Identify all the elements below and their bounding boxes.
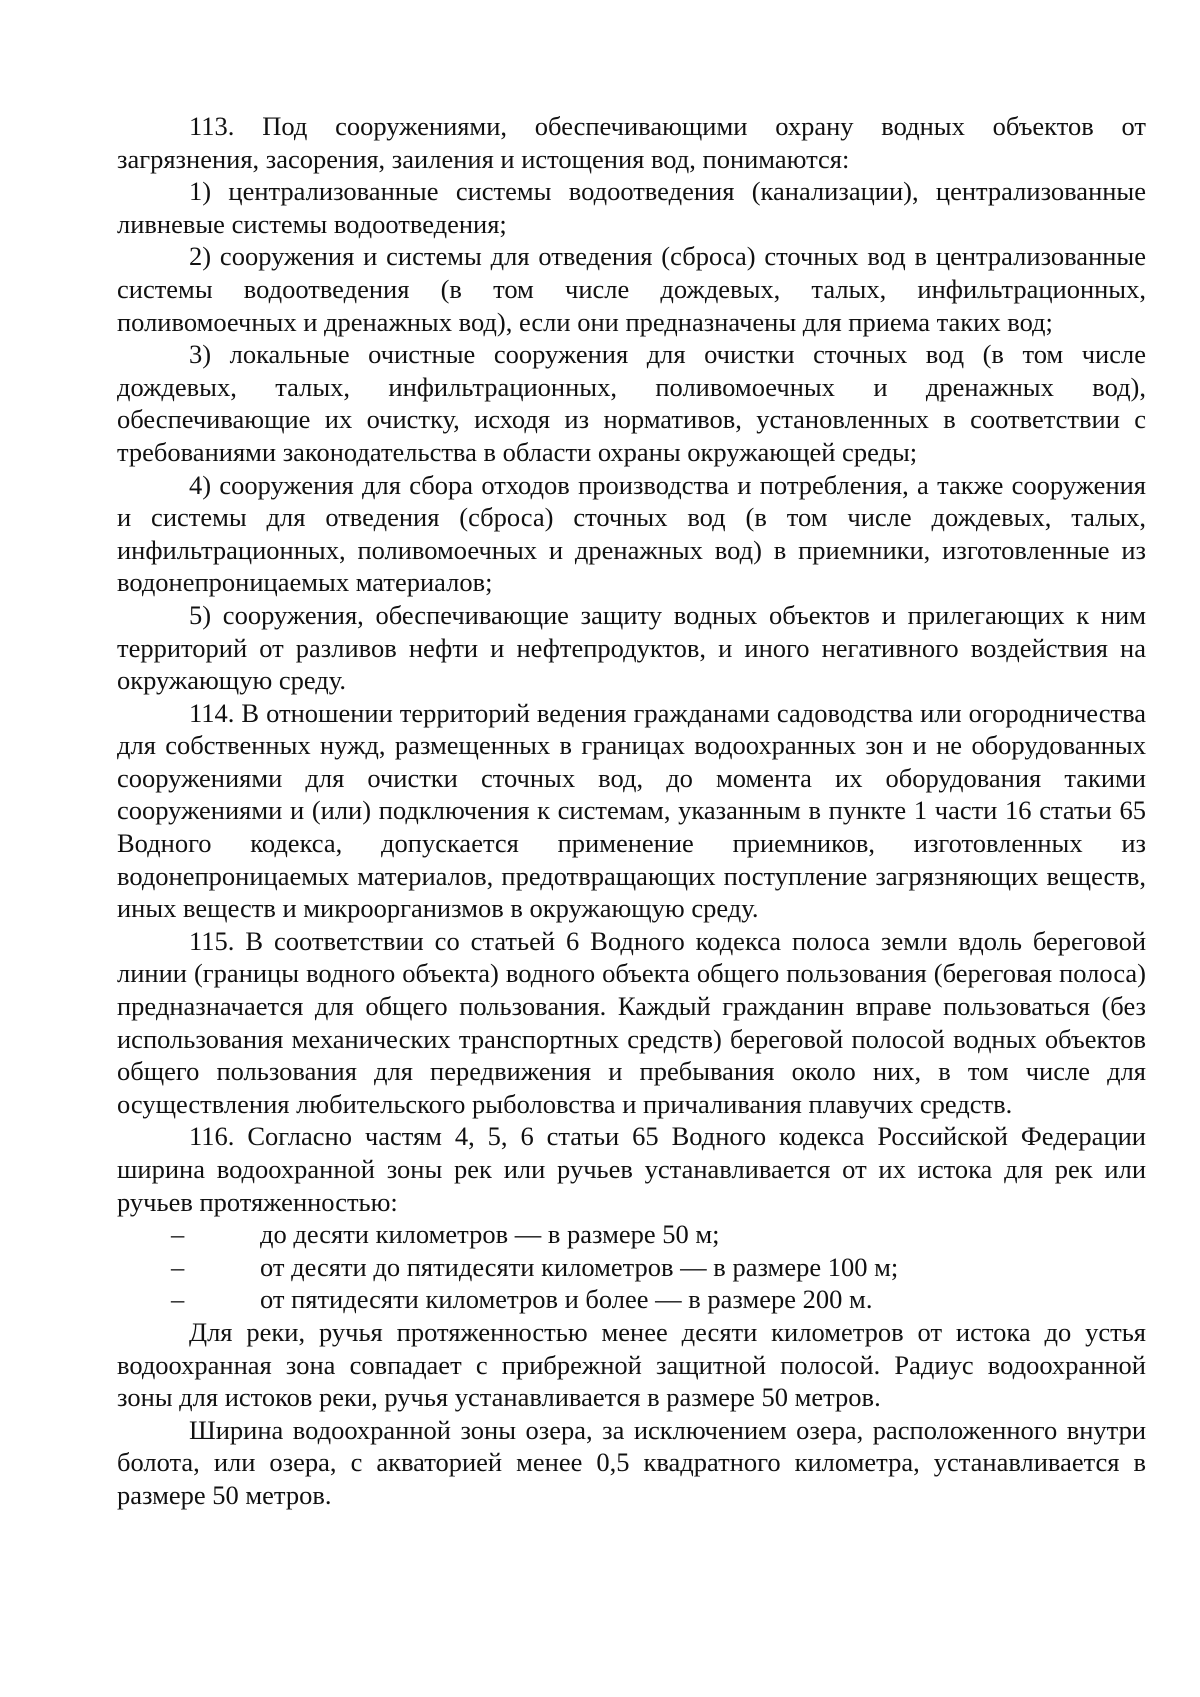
paragraph-115: 115. В соответствии со статьей 6 Водного кодекса полоса земли вдоль береговой линии (границы водного объекта) водного объекта общего пользования (береговая полоса) предназначается для общего пользования. Каждый гражданин вправе пользоваться (без использования механических транспортных средств) береговой полосой водных объектов общего пользования для передвижения и пребывания около них, в том числе для осуществления любительского рыболовства и причаливания плавучих средств. — [117, 925, 1146, 1119]
paragraph-113-item-1: 1) централизованные системы водоотведения (канализации), централизованные ливневые системы водоотведения; — [117, 176, 1146, 239]
paragraph-113-item-4: 4) сооружения для сбора отходов производства и потребления, а также сооружения и системы для отведения (сброса) сточных вод (в том числе дождевых, талых, инфильтрационных, поливомоечных и дренажных вод) в приемники, изготовленные из водонепроницаемых материалов; — [117, 469, 1146, 598]
dash-marker: – — [171, 1251, 185, 1282]
width-list — [117, 1218, 1146, 1316]
paragraph-116: 116. Согласно частям 4, 5, 6 статьи 65 Водного кодекса Российской Федерации ширина водоохранной зоны рек или ручьев устанавливается от их истока для рек или ручьев протяженностью: — [117, 1121, 1146, 1217]
document-page — [117, 110, 1146, 1512]
paragraph-113-item-5: 5) сооружения, обеспечивающие защиту водных объектов и прилегающих к ним территорий от разливов нефти и нефтепродуктов, и иного негативного воздействия на окружающую среду. — [117, 599, 1146, 696]
paragraph-116-lake: Ширина водоохранной зоны озера, за исключением озера, расположенного внутри болота, или озера, с акваторией менее 0,5 квадратного километра, устанавливается в размере 50 метров. — [117, 1414, 1146, 1510]
paragraph-113-item-3: 3) локальные очистные сооружения для очистки сточных вод (в том числе дождевых, талых, инфильтрационных, поливомоечных и дренажных вод), обеспечивающие их очистку, исходя из нормативов, установленных в соответствии с требованиями законодательства в области охраны окружающей среды; — [117, 339, 1146, 467]
paragraph-113-item-2: 2) сооружения и системы для отведения (сброса) сточных вод в централизованные системы водоотведения (в том числе дождевых, талых, инфильтрационных, поливомоечных и дренажных вод), если они предназначены для приема таких вод; — [117, 241, 1146, 337]
paragraph-116-river: Для реки, ручья протяженностью менее десяти километров от истока до устья водоохранная зона совпадает с прибрежной защитной полосой. Радиус водоохранной зоны для истоков реки, ручья устанавливается в размере 50 метров. — [117, 1316, 1146, 1413]
paragraph-114: 114. В отношении территорий ведения гражданами садоводства или огородничества для собственных нужд, размещенных в границах водоохранных зон и не оборудованных сооружениями для очистки сточных вод, до момента их оборудования такими сооружениями и (или) подключения к системам, указанным в пункте 1 части 16 статьи 65 Водного кодекса, допускается применение приемников, изготовленных из водонепроницаемых материалов, предотвращающих поступление загрязняющих веществ, иных веществ и микроорганизмов в окружающую среду. — [117, 697, 1146, 924]
list-item — [117, 1218, 1146, 1251]
dash-marker: – — [171, 1219, 185, 1250]
paragraph-113: 113. Под сооружениями, обеспечивающими охрану водных объектов от загрязнения, засорения, заиления и истощения вод, понимаются: — [117, 111, 1146, 174]
list-item — [117, 1283, 1146, 1316]
list-item-text: до десяти километров — в размере 50 м; — [260, 1219, 720, 1250]
list-item — [117, 1251, 1146, 1284]
list-item-text: от десяти до пятидесяти километров — в размере 100 м; — [260, 1251, 899, 1282]
list-item-text: от пятидесяти километров и более — в размере 200 м. — [260, 1284, 873, 1315]
dash-marker: – — [171, 1284, 185, 1315]
